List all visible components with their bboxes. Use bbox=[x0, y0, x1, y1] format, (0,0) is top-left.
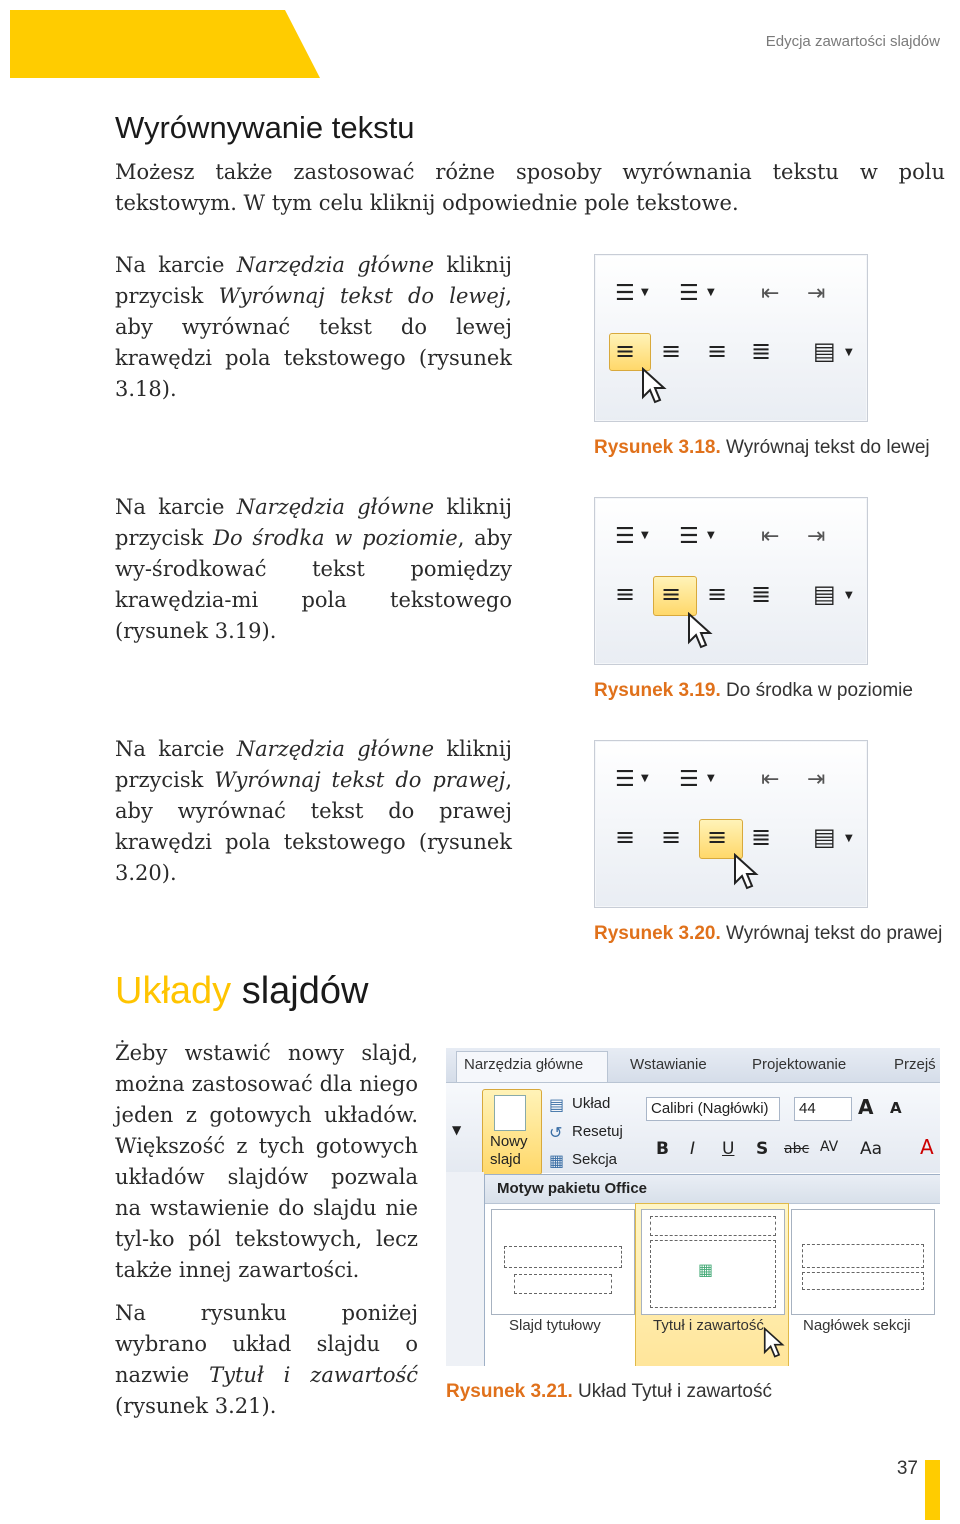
paragraph-align-left: Na karcie Narzędzia główne kliknij przycisk Wyrównaj tekst do lewej, aby wyrównać tekst do lewej krawędzi pola tekstowego (rysunek 3.18). bbox=[115, 253, 513, 401]
chevron-down-icon[interactable]: ▼ bbox=[641, 530, 649, 541]
justify-icon[interactable]: ≣ bbox=[751, 337, 772, 365]
paragraph-align-center: Na karcie Narzędzia główne kliknij przycisk Do środka w poziomie, aby wy-środkować tekst pomiędzy krawędzia-mi pola tekstowego (rysunek 3.19). bbox=[115, 495, 513, 643]
font-name-combo[interactable]: Calibri (Nagłówki) bbox=[646, 1097, 780, 1121]
align-left-icon[interactable]: ≡ bbox=[615, 337, 636, 365]
ribbon-tabs bbox=[446, 1048, 940, 1082]
caption-3-20: Rysunek 3.20. Wyrównaj tekst do prawej bbox=[594, 923, 943, 944]
title-placeholder bbox=[802, 1244, 924, 1268]
columns-icon[interactable]: ▤ bbox=[813, 337, 836, 365]
columns-icon[interactable]: ▤ bbox=[813, 823, 836, 851]
chevron-down-icon[interactable]: ▼ bbox=[707, 773, 715, 784]
intro-paragraph: Możesz także zastosować różne sposoby wyrównania tekstu w polu tekstowym. W tym celu kliknij odpowiednie pole tekstowe. bbox=[115, 160, 945, 215]
figure-3-21-ribbon-screenshot bbox=[446, 1048, 940, 1366]
strikethrough-icon[interactable]: abc bbox=[784, 1141, 810, 1157]
chevron-down-icon[interactable]: ▼ bbox=[845, 833, 853, 844]
paragraph-align-right: Na karcie Narzędzia główne kliknij przycisk Wyrównaj tekst do prawej, aby wyrównać tekst do prawej krawędzi pola tekstowego (rysunek 3.20). bbox=[115, 737, 513, 885]
underline-icon[interactable]: U bbox=[722, 1139, 735, 1159]
increase-indent-icon[interactable]: ⇥ bbox=[807, 767, 826, 792]
justify-icon[interactable]: ≣ bbox=[751, 580, 772, 608]
reset-icon[interactable]: ↺ bbox=[549, 1123, 563, 1142]
mouse-cursor-icon bbox=[641, 367, 667, 405]
align-left-icon[interactable]: ≡ bbox=[615, 580, 636, 608]
title-placeholder bbox=[650, 1216, 776, 1236]
section-button[interactable]: Sekcja bbox=[572, 1151, 618, 1168]
layouts-paragraph-2: Na rysunku poniżej wybrano układ slajdu o nazwie Tytuł i zawartość (rysunek 3.21). bbox=[115, 1301, 418, 1418]
font-color-icon[interactable]: A bbox=[920, 1135, 934, 1159]
chevron-down-icon[interactable]: ▼ bbox=[641, 773, 649, 784]
subtitle-placeholder bbox=[514, 1274, 612, 1294]
slides-pane-edge bbox=[446, 1172, 484, 1366]
mouse-cursor-icon bbox=[763, 1327, 785, 1359]
shrink-font-icon[interactable]: A bbox=[890, 1099, 902, 1117]
shadow-icon[interactable]: S bbox=[756, 1139, 769, 1159]
increase-indent-icon[interactable]: ⇥ bbox=[807, 281, 826, 306]
section-title-layouts: Układy slajdów bbox=[115, 970, 369, 1012]
gallery-header bbox=[485, 1175, 940, 1204]
section-title: Wyrównywanie tekstu bbox=[115, 110, 415, 145]
layout-thumb-title-content[interactable] bbox=[641, 1209, 785, 1315]
bullets-icon[interactable]: ☰ bbox=[615, 767, 635, 792]
align-right-icon[interactable]: ≡ bbox=[707, 823, 728, 851]
section-icon[interactable]: ▦ bbox=[549, 1151, 565, 1170]
new-slide-label-2[interactable]: slajd bbox=[490, 1151, 521, 1168]
numbering-icon[interactable]: ☰ bbox=[679, 281, 699, 306]
layout-label-title-slide[interactable]: Slajd tytułowy bbox=[509, 1317, 601, 1334]
caption-3-19: Rysunek 3.19. Do środka w poziomie bbox=[594, 680, 913, 701]
figure-3-18-paragraph-ribbon bbox=[594, 254, 868, 422]
chevron-down-icon[interactable]: ▼ bbox=[845, 347, 853, 358]
align-center-icon[interactable]: ≡ bbox=[661, 580, 682, 608]
caption-3-18: Rysunek 3.18. Wyrównaj tekst do lewej bbox=[594, 437, 930, 458]
numbering-icon[interactable]: ☰ bbox=[679, 767, 699, 792]
numbering-icon[interactable]: ☰ bbox=[679, 524, 699, 549]
bullets-icon[interactable]: ☰ bbox=[615, 281, 635, 306]
decrease-indent-icon[interactable]: ⇤ bbox=[761, 281, 780, 306]
chevron-down-icon[interactable]: ▼ bbox=[707, 287, 715, 298]
justify-icon[interactable]: ≣ bbox=[751, 823, 772, 851]
figure-3-20-paragraph-ribbon bbox=[594, 740, 868, 908]
caption-3-21: Rysunek 3.21. Układ Tytuł i zawartość bbox=[446, 1381, 772, 1402]
tab-transitions[interactable]: Przejś bbox=[894, 1056, 936, 1073]
char-spacing-icon[interactable]: AV bbox=[820, 1139, 839, 1155]
layout-name: Tytuł i zawartość bbox=[209, 1363, 418, 1387]
layout-label-title-content[interactable]: Tytuł i zawartość bbox=[653, 1317, 764, 1334]
change-case-icon[interactable]: Aa bbox=[860, 1139, 883, 1159]
layouts-paragraph-1: Żeby wstawić nowy slajd, można zastosować dla niego jeden z gotowych układów. Większość z tych gotowych układów slajdów pozwala na wstawienie do slajdu nie tyl-ko pól tekstowych, lecz także innej zawartości. bbox=[115, 1041, 418, 1282]
tab-name: Narzędzia główne bbox=[236, 495, 435, 519]
title-placeholder bbox=[504, 1246, 622, 1268]
header-yellow-tab bbox=[10, 10, 320, 78]
mouse-cursor-icon bbox=[733, 853, 759, 891]
bullets-icon[interactable]: ☰ bbox=[615, 524, 635, 549]
figure-3-19-paragraph-ribbon bbox=[594, 497, 868, 665]
text-placeholder bbox=[802, 1272, 924, 1290]
layout-button[interactable]: Układ bbox=[572, 1095, 611, 1112]
new-slide-label-1[interactable]: Nowy bbox=[490, 1133, 528, 1150]
content-icons: ▦ bbox=[698, 1260, 714, 1279]
italic-icon[interactable]: I bbox=[690, 1139, 696, 1159]
tab-name: Narzędzia główne bbox=[236, 737, 435, 761]
page-number-bar bbox=[925, 1460, 940, 1520]
chevron-down-icon[interactable]: ▼ bbox=[707, 530, 715, 541]
tab-insert[interactable]: Wstawianie bbox=[630, 1056, 707, 1073]
columns-icon[interactable]: ▤ bbox=[813, 580, 836, 608]
reset-button[interactable]: Resetuj bbox=[572, 1123, 623, 1140]
decrease-indent-icon[interactable]: ⇤ bbox=[761, 767, 780, 792]
bold-icon[interactable]: B bbox=[656, 1139, 669, 1159]
gallery-title: Motyw pakietu Office bbox=[497, 1180, 648, 1197]
align-right-icon[interactable]: ≡ bbox=[707, 580, 728, 608]
layout-thumb-section-header[interactable] bbox=[791, 1209, 935, 1315]
layout-icon[interactable]: ▤ bbox=[549, 1095, 565, 1114]
button-name: Wyrównaj tekst do prawej bbox=[214, 768, 506, 792]
align-center-icon[interactable]: ≡ bbox=[661, 823, 682, 851]
new-slide-icon[interactable] bbox=[494, 1095, 526, 1131]
chevron-down-icon[interactable]: ▼ bbox=[452, 1123, 462, 1137]
chevron-down-icon[interactable]: ▼ bbox=[845, 590, 853, 601]
layout-gallery bbox=[484, 1174, 940, 1366]
layout-thumb-title-slide[interactable] bbox=[491, 1209, 635, 1315]
running-head: Edycja zawartości slajdów bbox=[765, 33, 940, 50]
tab-name: Narzędzia główne bbox=[236, 253, 435, 277]
align-center-icon[interactable]: ≡ bbox=[661, 337, 682, 365]
ribbon-body bbox=[446, 1082, 940, 1173]
button-name: Do środka w poziomie bbox=[213, 526, 458, 550]
button-name: Wyrównaj tekst do lewej bbox=[218, 284, 506, 308]
page-number: 37 bbox=[896, 1458, 918, 1479]
font-size-combo[interactable]: 44 bbox=[794, 1097, 852, 1121]
layout-label-section-header[interactable]: Nagłówek sekcji bbox=[803, 1317, 911, 1334]
chevron-down-icon[interactable]: ▼ bbox=[641, 287, 649, 298]
tab-home[interactable]: Narzędzia główne bbox=[464, 1056, 584, 1073]
decrease-indent-icon[interactable]: ⇤ bbox=[761, 524, 780, 549]
align-right-icon[interactable]: ≡ bbox=[707, 337, 728, 365]
grow-font-icon[interactable]: A bbox=[858, 1095, 874, 1119]
mouse-cursor-icon bbox=[687, 612, 713, 650]
increase-indent-icon[interactable]: ⇥ bbox=[807, 524, 826, 549]
align-left-icon[interactable]: ≡ bbox=[615, 823, 636, 851]
tab-design[interactable]: Projektowanie bbox=[752, 1056, 847, 1073]
